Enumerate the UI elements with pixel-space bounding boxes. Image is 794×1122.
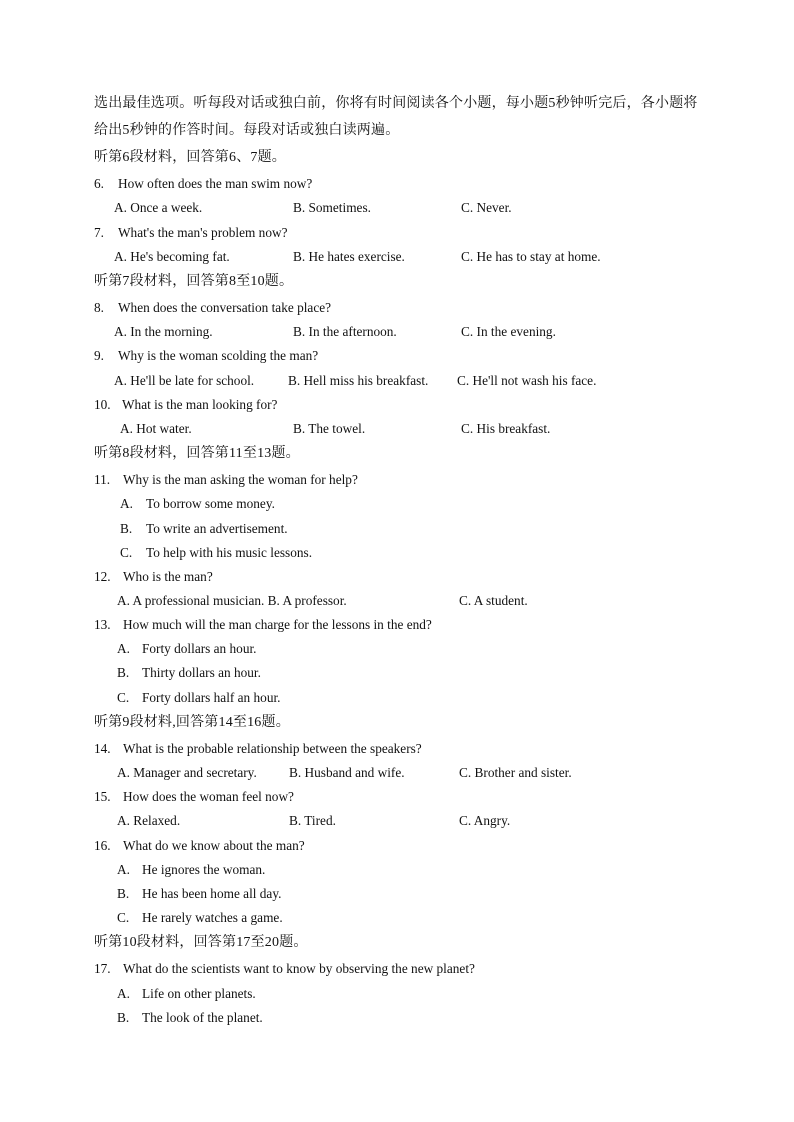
option-b: To write an advertisement. (146, 521, 288, 536)
question-number: 15. (94, 789, 111, 804)
option-a: A. He'll be late for school. (114, 373, 255, 388)
option-a: To borrow some money. (146, 496, 275, 511)
option-a: A. Relaxed. (117, 813, 181, 828)
question-10 (94, 396, 277, 414)
question-text: Who is the man? (123, 569, 213, 584)
option-a: A. He's becoming fat. (114, 249, 230, 264)
option-c-letter: C. (117, 690, 130, 705)
option-b: B. Tired. (289, 813, 336, 828)
option-c: C. Never. (461, 200, 512, 215)
question-14 (94, 740, 422, 758)
option-c: C. In the evening. (461, 324, 556, 339)
question-text: Why is the man asking the woman for help? (123, 472, 358, 487)
option-a: Forty dollars an hour. (142, 641, 257, 656)
question-number: 6. (94, 176, 104, 191)
question-8 (94, 299, 331, 317)
option-b: B. He hates exercise. (293, 249, 405, 264)
option-b-letter: B. (117, 1010, 130, 1025)
question-number: 14. (94, 741, 111, 756)
option-b: The look of the planet. (142, 1010, 263, 1025)
option-b: B. Sometimes. (293, 200, 371, 215)
question-13 (94, 616, 432, 634)
option-c: C. Brother and sister. (459, 765, 572, 780)
option-b: B. In the afternoon. (293, 324, 397, 339)
question-text: How often does the man swim now? (118, 176, 313, 191)
option-c: C. A student. (459, 593, 528, 608)
question-number: 13. (94, 617, 111, 632)
option-c: Forty dollars half an hour. (142, 690, 281, 705)
option-b-letter: B. (117, 665, 130, 680)
option-a-letter: A. (117, 986, 130, 1001)
option-c: C. He has to stay at home. (461, 249, 601, 264)
section-header: 听第7段材料，回答第8至10题。 (94, 274, 294, 289)
question-7 (94, 224, 287, 242)
question-number: 8. (94, 300, 104, 315)
option-c: He rarely watches a game. (142, 910, 283, 925)
option-a: A. Once a week. (114, 200, 203, 215)
option-a: Life on other planets. (142, 986, 256, 1001)
question-number: 9. (94, 348, 104, 363)
question-text: What's the man's problem now? (118, 225, 288, 240)
option-a-letter: A. (117, 641, 130, 656)
option-c: C. He'll not wash his face. (457, 373, 597, 388)
question-11 (94, 471, 358, 489)
option-c: C. His breakfast. (461, 421, 551, 436)
question-text: What is the man looking for? (122, 397, 278, 412)
question-number: 7. (94, 225, 104, 240)
question-9 (94, 347, 318, 365)
option-c-letter: C. (120, 545, 133, 560)
option-c: C. Angry. (459, 813, 511, 828)
question-text: Why is the woman scolding the man? (118, 348, 319, 363)
section-header: 听第6段材料，回答第6、7题。 (94, 150, 286, 165)
option-b-letter: B. (120, 521, 133, 536)
option-a: A. Hot water. (120, 421, 192, 436)
option-b: He has been home all day. (142, 886, 282, 901)
option-c-letter: C. (117, 910, 130, 925)
question-16 (94, 837, 305, 855)
option-b: B. Hell miss his breakfast. (288, 373, 429, 388)
section-header: 听第8段材料，回答第11至13题。 (94, 446, 300, 461)
question-15 (94, 788, 294, 806)
question-text: How much will the man charge for the lessons in the end? (123, 617, 432, 632)
intro-line-2: 给出5秒钟的作答时间。每段对话或独白读两遍。 (94, 123, 400, 138)
option-a: A. In the morning. (114, 324, 213, 339)
question-text: What do the scientists want to know by observing the new planet? (123, 961, 475, 976)
question-number: 10. (94, 397, 111, 412)
option-b: Thirty dollars an hour. (142, 665, 261, 680)
question-17 (94, 960, 475, 978)
question-6 (94, 175, 312, 193)
question-text: When does the conversation take place? (118, 300, 332, 315)
question-text: What do we know about the man? (123, 838, 305, 853)
option-a-letter: A. (117, 862, 130, 877)
intro-line-1: 选出最佳选项。听每段对话或独白前，你将有时间阅读各个小题，每小题5秒钟听完后，各小题将 (94, 96, 698, 111)
question-12 (94, 568, 213, 586)
section-header: 听第10段材料，回答第17至20题。 (94, 935, 308, 950)
question-number: 11. (94, 472, 111, 487)
option-a-letter: A. (120, 496, 133, 511)
option-b-letter: B. (117, 886, 130, 901)
option-b: B. Husband and wife. (289, 765, 405, 780)
question-number: 12. (94, 569, 111, 584)
option-c: To help with his music lessons. (146, 545, 313, 560)
option-a: He ignores the woman. (142, 862, 266, 877)
option-a: A. Manager and secretary. (117, 765, 257, 780)
question-number: 17. (94, 961, 111, 976)
question-number: 16. (94, 838, 111, 853)
question-text: How does the woman feel now? (123, 789, 294, 804)
option-b: B. The towel. (293, 421, 366, 436)
option-a-b: A. A professional musician. B. A professor. (117, 593, 347, 608)
question-text: What is the probable relationship between the speakers? (123, 741, 422, 756)
section-header: 听第9段材料,回答第14至16题。 (94, 715, 290, 730)
